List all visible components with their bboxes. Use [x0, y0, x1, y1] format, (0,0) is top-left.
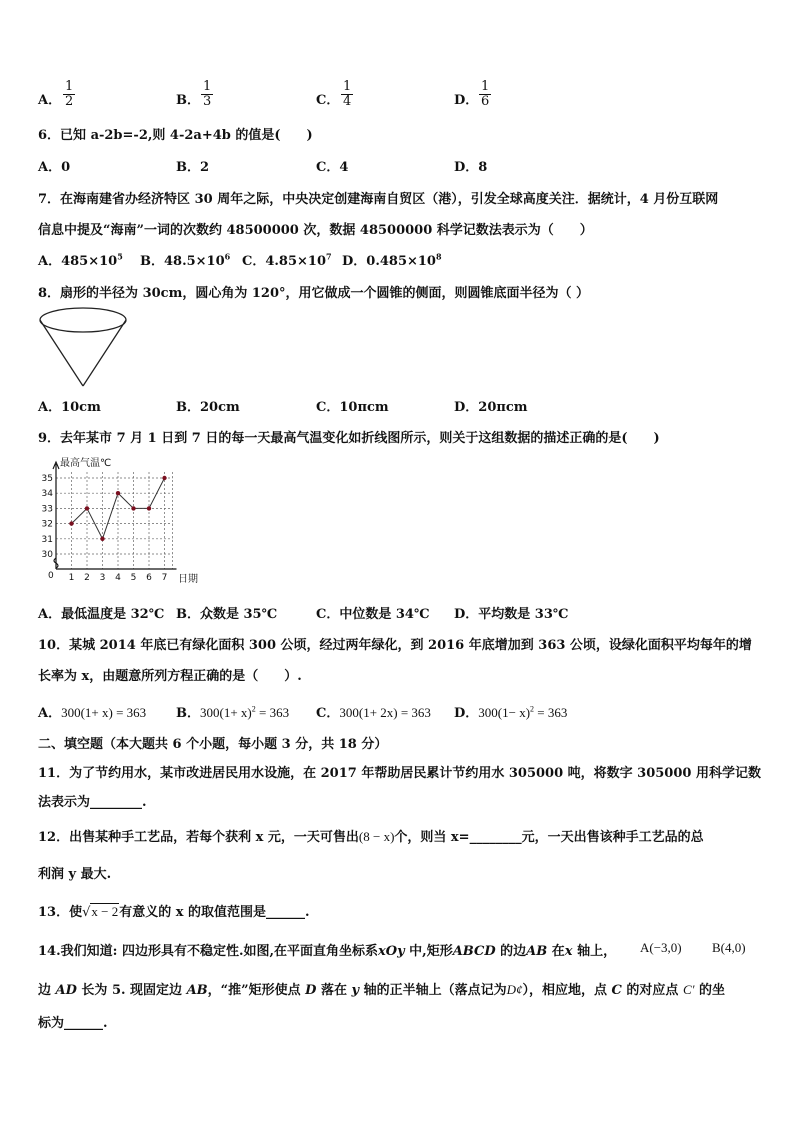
- question-14-line2: 边 AD 长为 5. 现固定边 AB，“推”矩形使点 D 落在 y 轴的正半轴上（落点记为D¢），相应地，点 C 的对应点 C′ 的坐: [38, 982, 725, 998]
- q6-option-d: D．8: [454, 160, 488, 175]
- y-tick-label: 35: [41, 474, 53, 484]
- data-point: [69, 521, 73, 525]
- x-tick-label: 3: [99, 573, 106, 583]
- q10-option-d: D．$300(1- x)^2 = 363$: [454, 704, 568, 721]
- q9-option-a: A．最低温度是 32℃: [38, 607, 165, 622]
- q10-option-c: C．300(1+ 2x) = 363: [316, 705, 431, 721]
- data-point: [147, 506, 151, 510]
- x-tick-label: 4: [115, 573, 121, 583]
- x-tick-label: 7: [161, 573, 168, 583]
- question-11-line1: 11．为了节约用水，某市改进居民用水设施，在 2017 年帮助居民累计节约用水 305000 吨，将数字 305000 用科学记数: [38, 766, 761, 781]
- section-2-heading: 二、填空题（本大题共 6 个小题，每小题 3 分，共 18 分）: [38, 737, 388, 752]
- origin-label: 0: [48, 571, 54, 581]
- q8-option-a: A．10cm: [38, 400, 101, 415]
- chart-grid: [56, 472, 173, 569]
- y-tick-label: 30: [41, 550, 53, 560]
- question-13: 13．使√x − 2有意义的 x 的取值范围是______.: [38, 904, 310, 920]
- q7-option-a: A．$485\times 10^5$: [38, 251, 123, 269]
- question-14-line1: 14.我们知道: 四边形具有不稳定性.如图,在平面直角坐标系xOy 中,矩形ABCD 的边AB 在x 轴上，: [38, 944, 617, 959]
- temperature-line-chart: [36, 452, 206, 588]
- point-a-coordinate: A(−3,0): [640, 940, 682, 955]
- q7-option-d: D．$0.485\times 10^8$: [342, 251, 442, 269]
- question-9: 9．去年某市 7 月 1 日到 7 日的每一天最高气温变化如折线图所示，则关于这组数据的描述正确的是( ): [38, 431, 660, 446]
- q9-option-c: C．中位数是 34℃: [316, 607, 430, 622]
- q7-option-c: C．$4.85\times 10^7$: [242, 251, 332, 269]
- question-6: 6．已知 a-2b=-2,则 4-2a+4b 的值是( ): [38, 128, 313, 143]
- question-7-line1: 7．在海南建省办经济特区 30 周年之际，中央决定创建海南自贸区（港），引发全球高度关注．据统计，4 月份互联网: [38, 192, 719, 207]
- q6-option-a: A．0: [38, 160, 71, 175]
- chart-ticks: [42, 474, 168, 583]
- question-8: 8．扇形的半径为 30cm，圆心角为 120°，用它做成一个圆锥的侧面，则圆锥底面半径为（ ）: [38, 286, 590, 301]
- option-c-letter: C．: [316, 93, 340, 108]
- question-14-line3: 标为______.: [38, 1016, 108, 1031]
- option-a-fraction: $\frac{1}{2}$: [65, 79, 74, 109]
- sqrt-radicand: x − 2: [91, 904, 119, 919]
- y-tick-label: 32: [41, 519, 53, 530]
- option-d-letter: D．: [454, 93, 479, 108]
- q8-option-b: B．20cm: [176, 400, 240, 415]
- x-tick-label: 2: [84, 573, 90, 583]
- question-12-line1: 12．出售某种手工艺品，若每个获利 x 元，一天可售出(8 − x)个，则当 x=________元，一天出售该种手工艺品的总: [38, 829, 704, 845]
- data-point: [162, 476, 166, 480]
- option-b-letter: B．: [176, 93, 200, 108]
- option-a-letter: A．: [38, 93, 62, 108]
- q7-option-b: B．$48.5\times 10^6$: [140, 251, 231, 269]
- question-10-line2: 长率为 x，由题意所列方程正确的是（ ）.: [38, 669, 302, 684]
- point-b-coordinate: B(4,0): [712, 940, 746, 955]
- data-point: [131, 506, 135, 510]
- q8-option-d: D．20πcm: [454, 400, 528, 415]
- data-point: [116, 491, 120, 495]
- cone-figure: [36, 305, 132, 389]
- data-point: [100, 537, 104, 541]
- x-axis-label: 日期: [178, 574, 198, 585]
- option-d-fraction: $\frac{1}{6}$: [481, 79, 490, 109]
- y-tick-label: 34: [41, 489, 53, 500]
- y-tick-label: 31: [41, 534, 53, 545]
- x-tick-label: 1: [68, 573, 75, 583]
- y-tick-label: 33: [41, 504, 53, 515]
- x-tick-label: 5: [130, 573, 137, 583]
- q9-option-b: B．众数是 35℃: [176, 607, 278, 622]
- data-point: [85, 506, 89, 510]
- q6-option-b: B．2: [176, 160, 210, 175]
- q9-option-d: D．平均数是 33℃: [454, 607, 569, 622]
- q6-option-c: C．4: [316, 160, 349, 175]
- question-7-line2: 信息中提及“海南”一词的次数约 48500000 次，数据 48500000 科学记数法表示为（ ）: [38, 223, 593, 238]
- option-c-fraction: $\frac{1}{4}$: [343, 79, 352, 109]
- q10-option-b: B．$300(1+ x)^2 = 363$: [176, 704, 290, 721]
- q10-option-a: A．300(1+ x) = 363: [38, 705, 147, 721]
- y-axis-label: 最高气温℃: [60, 458, 112, 469]
- question-10-line1: 10．某城 2014 年底已有绿化面积 300 公顷，经过两年绿化，到 2016 年底增加到 363 公顷，设绿化面积平均每年的增: [38, 638, 752, 653]
- x-tick-label: 6: [146, 573, 152, 583]
- option-b-fraction: $\frac{1}{3}$: [203, 79, 212, 109]
- question-12-line2: 利润 y 最大.: [38, 867, 112, 882]
- question-11-line2: 法表示为________.: [38, 795, 147, 810]
- sqrt-sign: √: [82, 905, 91, 920]
- q8-option-c: C．10πcm: [316, 400, 389, 415]
